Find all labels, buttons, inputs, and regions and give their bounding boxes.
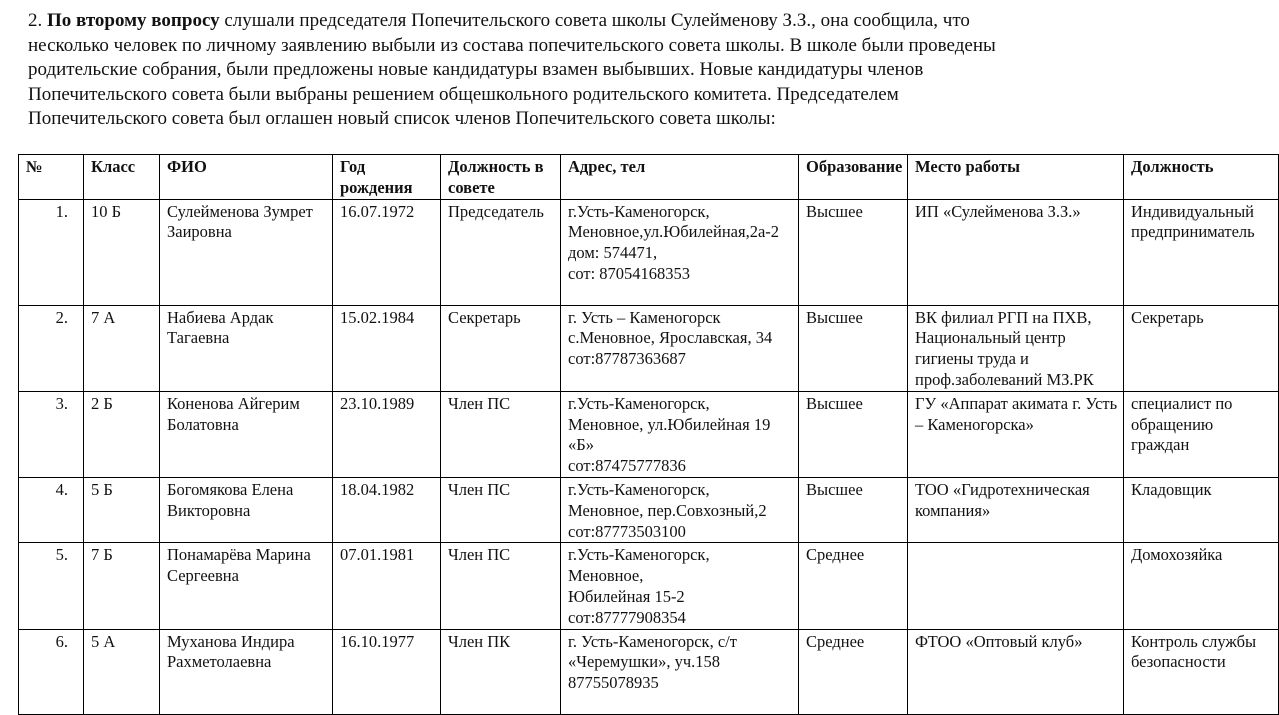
cell-position: Член ПС [441,477,561,542]
cell-position: Член ПС [441,391,561,477]
intro-line-1-rest: слушали председателя Попечительского совета школы Сулейменову З.З., она сообщила, что [219,10,970,31]
cell-num: 5. [19,543,84,629]
cell-job: Секретарь [1124,305,1279,391]
cell-class: 10 Б [84,199,160,305]
cell-class: 2 Б [84,391,160,477]
cell-job: Контроль службы безопасности [1124,629,1279,714]
header-job: Должность [1124,155,1279,200]
cell-workplace: ВК филиал РГП на ПХВ, Национальный центр гигиены труда и проф.заболеваний МЗ.РК [908,305,1124,391]
cell-fio: Муханова Индира Рахметолаевна [160,629,333,714]
table-row [19,391,1279,477]
cell-class: 5 Б [84,477,160,542]
cell-address: г. Усть-Каменогорск, с/т «Черемушки», уч.158 87755078935 [561,629,799,714]
header-address: Адрес, тел [561,155,799,200]
table-row [19,629,1279,714]
cell-birth: 23.10.1989 [333,391,441,477]
cell-num: 3. [19,391,84,477]
header-education: Образование [799,155,908,200]
cell-education: Высшее [799,199,908,305]
intro-line-1 [28,9,1213,34]
cell-education: Высшее [799,391,908,477]
cell-class: 7 А [84,305,160,391]
cell-job: Домохозяйка [1124,543,1279,629]
cell-workplace: ГУ «Аппарат акимата г. Усть – Каменогорска» [908,391,1124,477]
cell-birth: 18.04.1982 [333,477,441,542]
cell-position: Член ПК [441,629,561,714]
cell-num: 1. [19,199,84,305]
cell-address: г.Усть-Каменогорск, Меновное,ул.Юбилейная,2а-2 дом: 574471, сот: 87054168353 [561,199,799,305]
cell-workplace [908,543,1124,629]
intro-line-3: родительские собрания, были предложены новые кандидатуры взамен выбывших. Новые кандидатуры членов [28,59,924,81]
intro-line-4: Попечительского совета были выбраны решением общешкольного родительского комитета. Председателем [28,83,899,105]
cell-class: 5 А [84,629,160,714]
cell-workplace: ФТОО «Оптовый клуб» [908,629,1124,714]
cell-birth: 15.02.1984 [333,305,441,391]
cell-address: г.Усть-Каменогорск, Меновное, пер.Совхозный,2 сот:87773503100 [561,477,799,542]
intro-line-5: Попечительского совета был оглашен новый список членов Попечительского совета школы: [28,108,776,130]
header-fio: ФИО [160,155,333,200]
table-row [19,543,1279,629]
bold-phrase: По второму вопросу [47,10,220,31]
cell-address: г.Усть-Каменогорск, Меновное, Юбилейная 15-2 сот:87777908354 [561,543,799,629]
header-class: Класс [84,155,160,200]
cell-birth: 16.10.1977 [333,629,441,714]
cell-job: Индивидуальный предприниматель [1124,199,1279,305]
cell-birth: 07.01.1981 [333,543,441,629]
cell-fio: Понамарёва Марина Сергеевна [160,543,333,629]
cell-position: Председатель [441,199,561,305]
header-position: Должность в совете [441,155,561,200]
header-birth: Год рождения [333,155,441,200]
table-row [19,477,1279,542]
table-row [19,199,1279,305]
cell-education: Высшее [799,305,908,391]
cell-num: 6. [19,629,84,714]
cell-num: 4. [19,477,84,542]
cell-fio: Набиева Ардак Тагаевна [160,305,333,391]
cell-position: Член ПС [441,543,561,629]
cell-num: 2. [19,305,84,391]
cell-address: г. Усть – Каменогорск с.Меновное, Ярославская, 34 сот:87787363687 [561,305,799,391]
intro-line-2: несколько человек по личному заявлению выбыли из состава попечительского совета школы. В школе были проведены [28,34,996,56]
intro-paragraph [28,9,1213,132]
cell-fio: Коненова Айгерим Болатовна [160,391,333,477]
members-table [18,154,1279,715]
cell-address: г.Усть-Каменогорск, Меновное, ул.Юбилейная 19 «Б» сот:87475777836 [561,391,799,477]
cell-job: специалист по обращению граждан [1124,391,1279,477]
cell-education: Среднее [799,543,908,629]
cell-workplace: ИП «Сулейменова З.З.» [908,199,1124,305]
header-workplace: Место работы [908,155,1124,200]
cell-fio: Богомякова Елена Викторовна [160,477,333,542]
table-header-row [19,155,1279,200]
cell-workplace: ТОО «Гидротехническая компания» [908,477,1124,542]
item-number: 2. [28,10,43,31]
header-num: № [19,155,84,200]
cell-education: Среднее [799,629,908,714]
cell-position: Секретарь [441,305,561,391]
cell-education: Высшее [799,477,908,542]
table-row [19,305,1279,391]
cell-fio: Сулейменова Зумрет Заировна [160,199,333,305]
cell-job: Кладовщик [1124,477,1279,542]
cell-class: 7 Б [84,543,160,629]
cell-birth: 16.07.1972 [333,199,441,305]
